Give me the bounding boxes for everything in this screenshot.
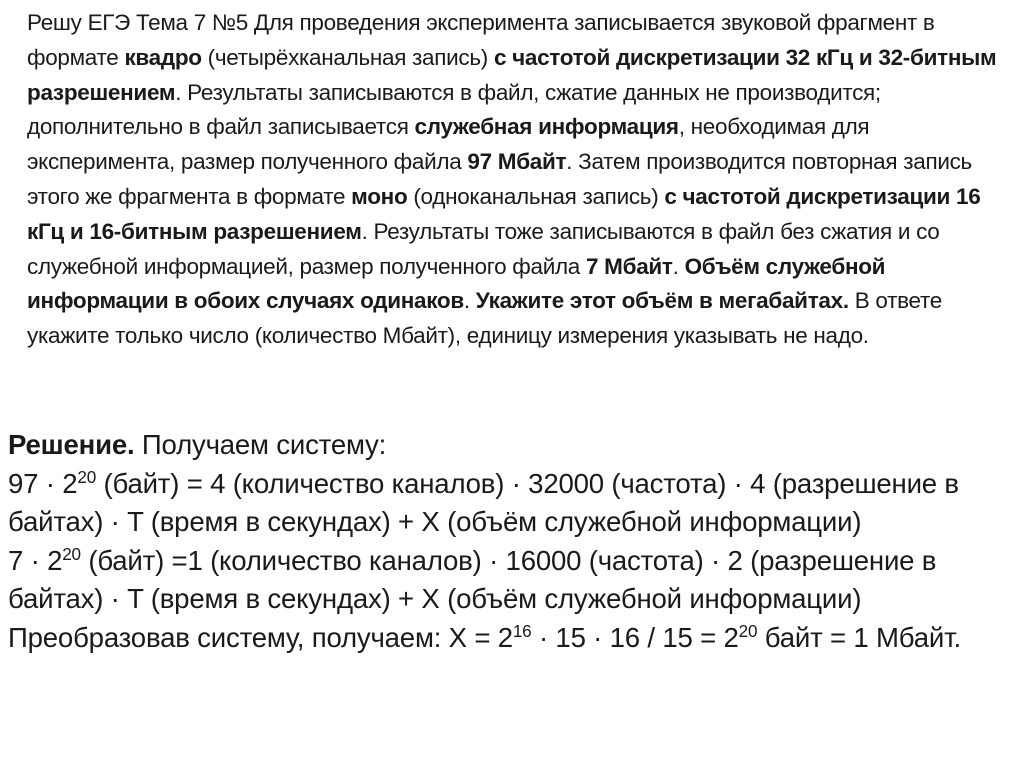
problem-text: . [463,288,476,314]
equation-1-lhs: 97 · 2 [8,467,78,499]
format-quad: квадро [124,44,202,70]
quad-parameters: с частотой дискретизации 32 кГц и 32-битным разрешением [27,44,997,105]
exponent: 20 [77,468,97,488]
solution-intro-text: Получаем систему: [134,429,387,460]
exponent: 20 [738,622,758,642]
problem-statement [27,6,1002,354]
problem-text: Решу ЕГЭ Тема 7 №5 Для проведения эксперимента записывается звуковой фрагмент в формате [27,10,935,70]
equation-1-rhs: (байт) = 4 (количество каналов) · 32000 (частота) · 4 (разрешение в байтах) · T (время в секундах) + X (объём служебной информации) [8,467,959,537]
equation-1 [8,465,1020,542]
solution-block [8,426,1020,657]
problem-text: . Результаты тоже записываются в файл без сжатия и со служебной информацией, размер полученного файла [27,218,940,279]
exponent: 20 [62,545,81,565]
problem-text: В ответе укажите только число (количество Мбайт), единицу измерения указывать не надо. [27,288,942,349]
exponent: 16 [512,622,532,642]
solution-intro [8,426,1020,465]
result-text: Преобразовав систему, получаем: X = 2 [8,621,513,653]
task-question: Укажите этот объём в мегабайтах. [475,288,849,314]
problem-text: (одноканальная запись) [407,183,665,209]
service-info-term: служебная информация [414,114,679,140]
equation-2 [8,542,1020,619]
format-mono: моно [351,183,408,209]
result-text: байт = 1 Мбайт. [757,621,961,653]
problem-text: . [672,253,685,279]
mono-parameters: с частотой дискретизации 16 кГц и 16-битным разрешением [27,183,981,244]
equation-2-rhs: (байт) =1 (количество каналов) · 16000 (частота) · 2 (разрешение в байтах) · T (время в секундах) + X (объём служебной информации) [8,544,937,614]
second-file-size: 7 Мбайт [585,253,673,279]
problem-text: (четырёхканальная запись) [201,44,494,70]
result-text: · 15 · 16 / 15 = 2 [531,621,739,653]
result-line [8,619,1020,658]
problem-text: , необходимая для эксперимента, размер полученного файла [27,114,870,175]
problem-text: . Результаты записываются в файл, сжатие данных не производится; дополнительно в файл записывается [27,79,881,140]
solution-heading: Решение. [8,429,135,460]
service-info-equal: Объём служебной информации в обоих случаях одинаков [27,253,886,314]
first-file-size: 97 Мбайт [467,149,567,175]
equation-2-lhs: 7 · 2 [8,544,63,576]
problem-text: . Затем производится повторная запись этого же фрагмента в формате [27,149,972,209]
